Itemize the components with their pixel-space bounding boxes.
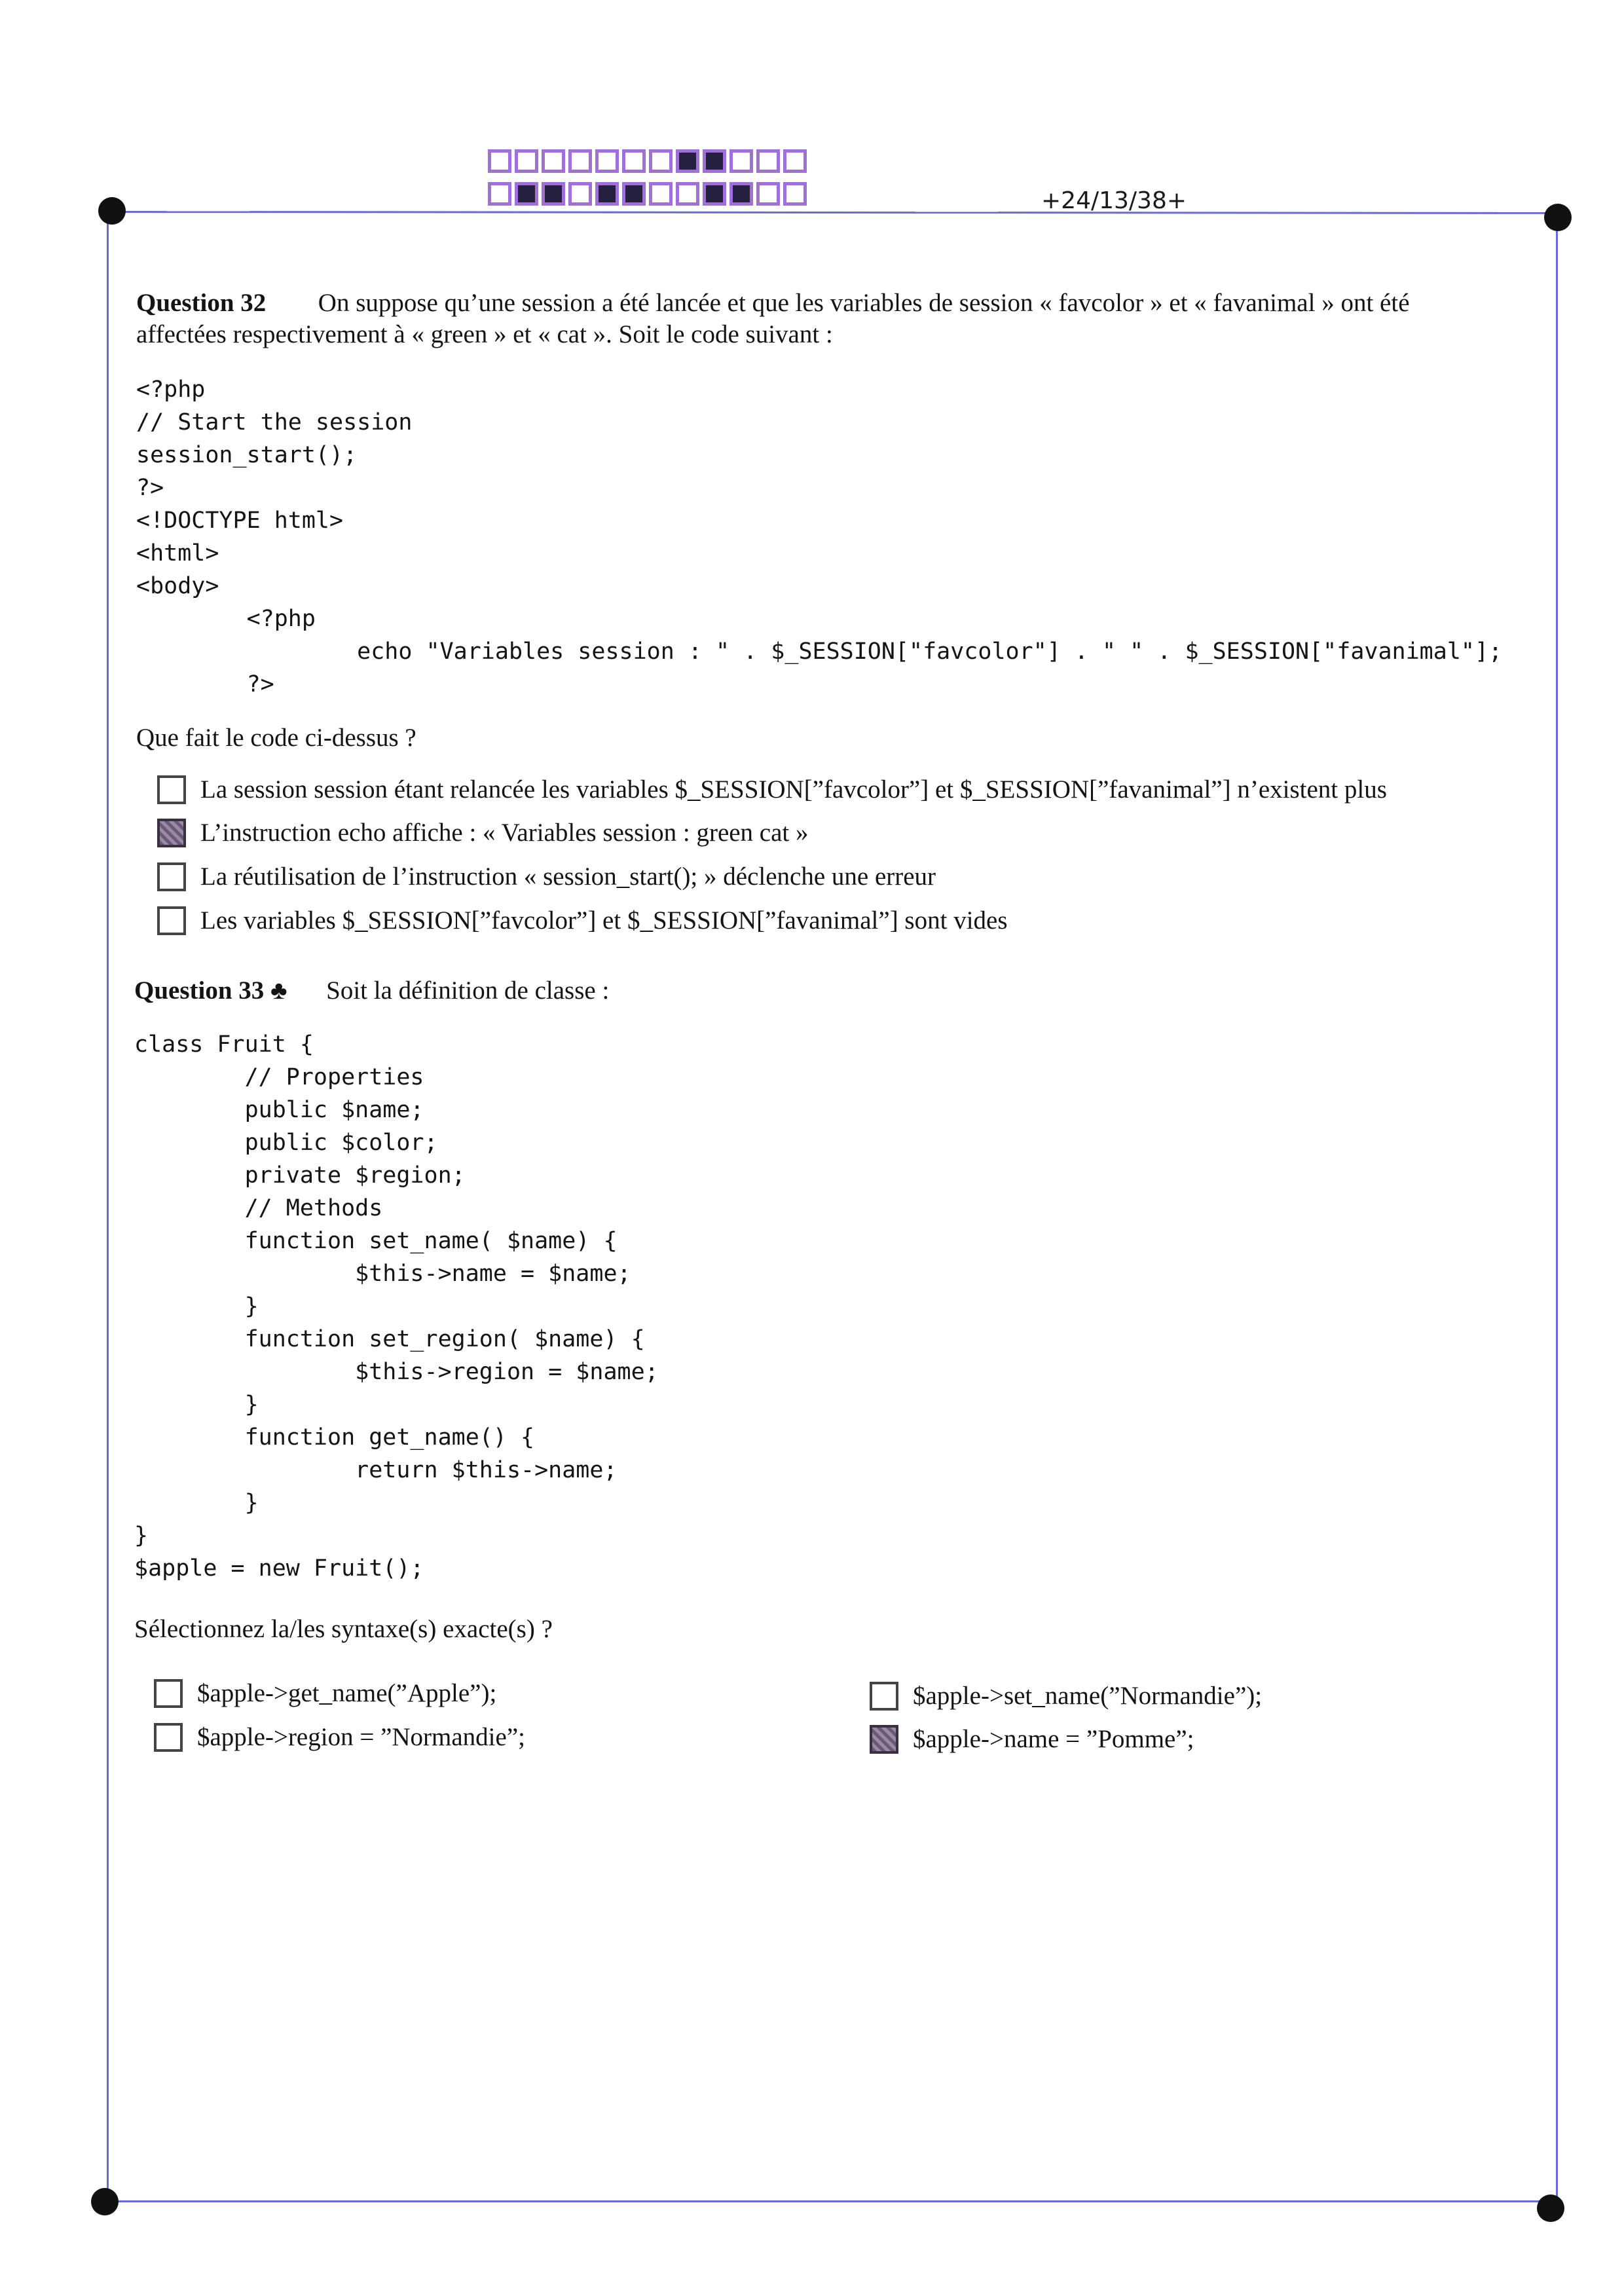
question-33-code-line: // Properties [134,1064,424,1090]
barcode-row-2-cell [515,182,538,206]
question-32-code-line: <?php [136,377,206,403]
barcode-row-1-cell [703,149,726,173]
question-32-code-line: <body> [136,573,219,599]
question-33-code-line: } [134,1293,259,1320]
q33-answer-3-checkbox[interactable] [870,1682,898,1711]
question-33-code-line: } [134,1523,149,1549]
question-33-code-line: public $name; [134,1097,424,1123]
q32-answer-4-text: Les variables $_SESSION[”favcolor”] et $_SESSION[”favanimal”] sont vides [200,906,1008,935]
barcode-row-1-cell [649,149,673,173]
q32-answer-3[interactable] [157,862,936,892]
q32-answer-4[interactable] [157,906,1008,936]
q33-answer-4[interactable] [870,1724,1194,1754]
q33-answer-1-checkbox[interactable] [154,1679,183,1708]
barcode-row-1-cell [595,149,619,173]
q32-answer-1-text: La session session étant relancée les variables $_SESSION[”favcolor”] et $_SESSION[”favanimal”] n’existent plus [200,775,1387,804]
question-32-label: Question 32 [136,289,267,317]
question-33-code-line: } [134,1392,259,1418]
q32-answer-1-checkbox[interactable] [157,775,186,804]
barcode-row-2-cell [568,182,592,206]
question-33-code-line: // Methods [134,1195,383,1221]
q33-answer-4-checkbox[interactable] [870,1725,898,1754]
barcode-row-1-cell [676,149,699,173]
barcode-row-1-cell [515,149,538,173]
barcode-row-1-cell [568,149,592,173]
barcode-row-1-cell [542,149,565,173]
frame-left-line [107,211,109,2202]
q33-answer-2[interactable] [154,1722,525,1752]
barcode-row-2-cell [729,182,753,206]
barcode-row-2-cell [595,182,619,206]
question-33-code-line: function get_name() { [134,1424,535,1451]
q32-answer-2-checkbox[interactable] [157,819,186,847]
q32-answer-3-checkbox[interactable] [157,862,186,891]
question-32-text-line2: affectées respectivement à « green » et « cat ». Soit le code suivant : [136,320,833,348]
question-33-code-line: $this->region = $name; [134,1359,659,1385]
question-32-code-line: <?php [136,606,316,632]
question-33-code-line: } [134,1490,259,1516]
question-32-heading [136,288,1410,318]
question-32-code-line: session_start(); [136,442,358,468]
question-32-text-line1: On suppose qu’une session a été lancée et que les variables de session « favcolor » et « favanimal » ont été [318,289,1410,317]
question-32-code-line: <html> [136,540,219,566]
barcode-row-2-cell [756,182,780,206]
question-32-code-line: echo "Variables session : " . $_SESSION["favcolor"] . " " . $_SESSION["favanimal"]; [136,639,1503,665]
question-33-code-line: $apple = new Fruit(); [134,1555,424,1582]
barcode-row-2-cell [622,182,646,206]
q33-answer-1[interactable] [154,1678,496,1709]
q33-answer-3[interactable] [870,1681,1262,1711]
q32-answer-3-text: La réutilisation de l’instruction « session_start(); » déclenche une erreur [200,862,936,891]
question-33-code-line: function set_region( $name) { [134,1326,645,1352]
q32-answer-1[interactable] [157,775,1387,805]
barcode-row-2 [488,182,810,206]
barcode-row-2-cell [783,182,807,206]
barcode-row-1-cell [729,149,753,173]
frame-bottom-line [105,2200,1555,2202]
barcode-row-2-cell [676,182,699,206]
corner-mark-top-left [98,197,126,225]
question-33-code-line: class Fruit { [134,1031,314,1058]
q32-answer-2-text: L’instruction echo affiche : « Variables session : green cat » [200,819,809,847]
question-33-code-line: private $region; [134,1162,466,1189]
barcode-row-2-cell [649,182,673,206]
barcode-row-2-cell [542,182,565,206]
question-33-code-line: function set_name( $name) { [134,1228,618,1254]
q33-answer-4-text: $apple->name = ”Pomme”; [913,1725,1194,1753]
question-33-code [134,1028,659,1585]
question-32-code-line: ?> [136,671,274,697]
barcode-row-1-cell [783,149,807,173]
barcode-row-2-cell [703,182,726,206]
q33-answer-1-text: $apple->get_name(”Apple”); [197,1679,497,1707]
question-33-code-line: public $color; [134,1130,438,1156]
q33-answer-2-checkbox[interactable] [154,1723,183,1752]
q32-answer-4-checkbox[interactable] [157,906,186,935]
barcode-row-1-cell [756,149,780,173]
corner-mark-bottom-right [1537,2194,1564,2222]
corner-mark-top-right [1544,204,1572,231]
question-33-code-line: $this->name = $name; [134,1261,631,1287]
question-33-heading [134,976,609,1006]
corner-mark-bottom-left [91,2188,119,2215]
barcode-row-1-cell [622,149,646,173]
barcode-row-1 [488,149,810,173]
question-32-prompt: Que fait le code ci-dessus ? [136,724,416,752]
q33-answer-3-text: $apple->set_name(”Normandie”); [913,1682,1263,1710]
q33-answer-2-text: $apple->region = ”Normandie”; [197,1723,525,1751]
question-33-text: Soit la définition de classe : [326,976,610,1005]
barcode-row-1-cell [488,149,511,173]
question-33-label: Question 33 ♣ [134,976,287,1005]
frame-right-line [1556,216,1558,2200]
question-32-code [136,373,1502,701]
question-33-code-line: return $this->name; [134,1457,618,1483]
page-id: +24/13/38+ [1041,187,1187,214]
question-33-prompt: Sélectionnez la/les syntaxe(s) exacte(s) ? [134,1615,553,1643]
question-32-code-line: ?> [136,475,164,501]
q32-answer-2[interactable] [157,818,809,848]
barcode-row-2-cell [488,182,511,206]
question-32-code-line: <!DOCTYPE html> [136,508,344,534]
question-32-code-line: // Start the session [136,409,413,435]
frame-top-line [113,211,1560,214]
